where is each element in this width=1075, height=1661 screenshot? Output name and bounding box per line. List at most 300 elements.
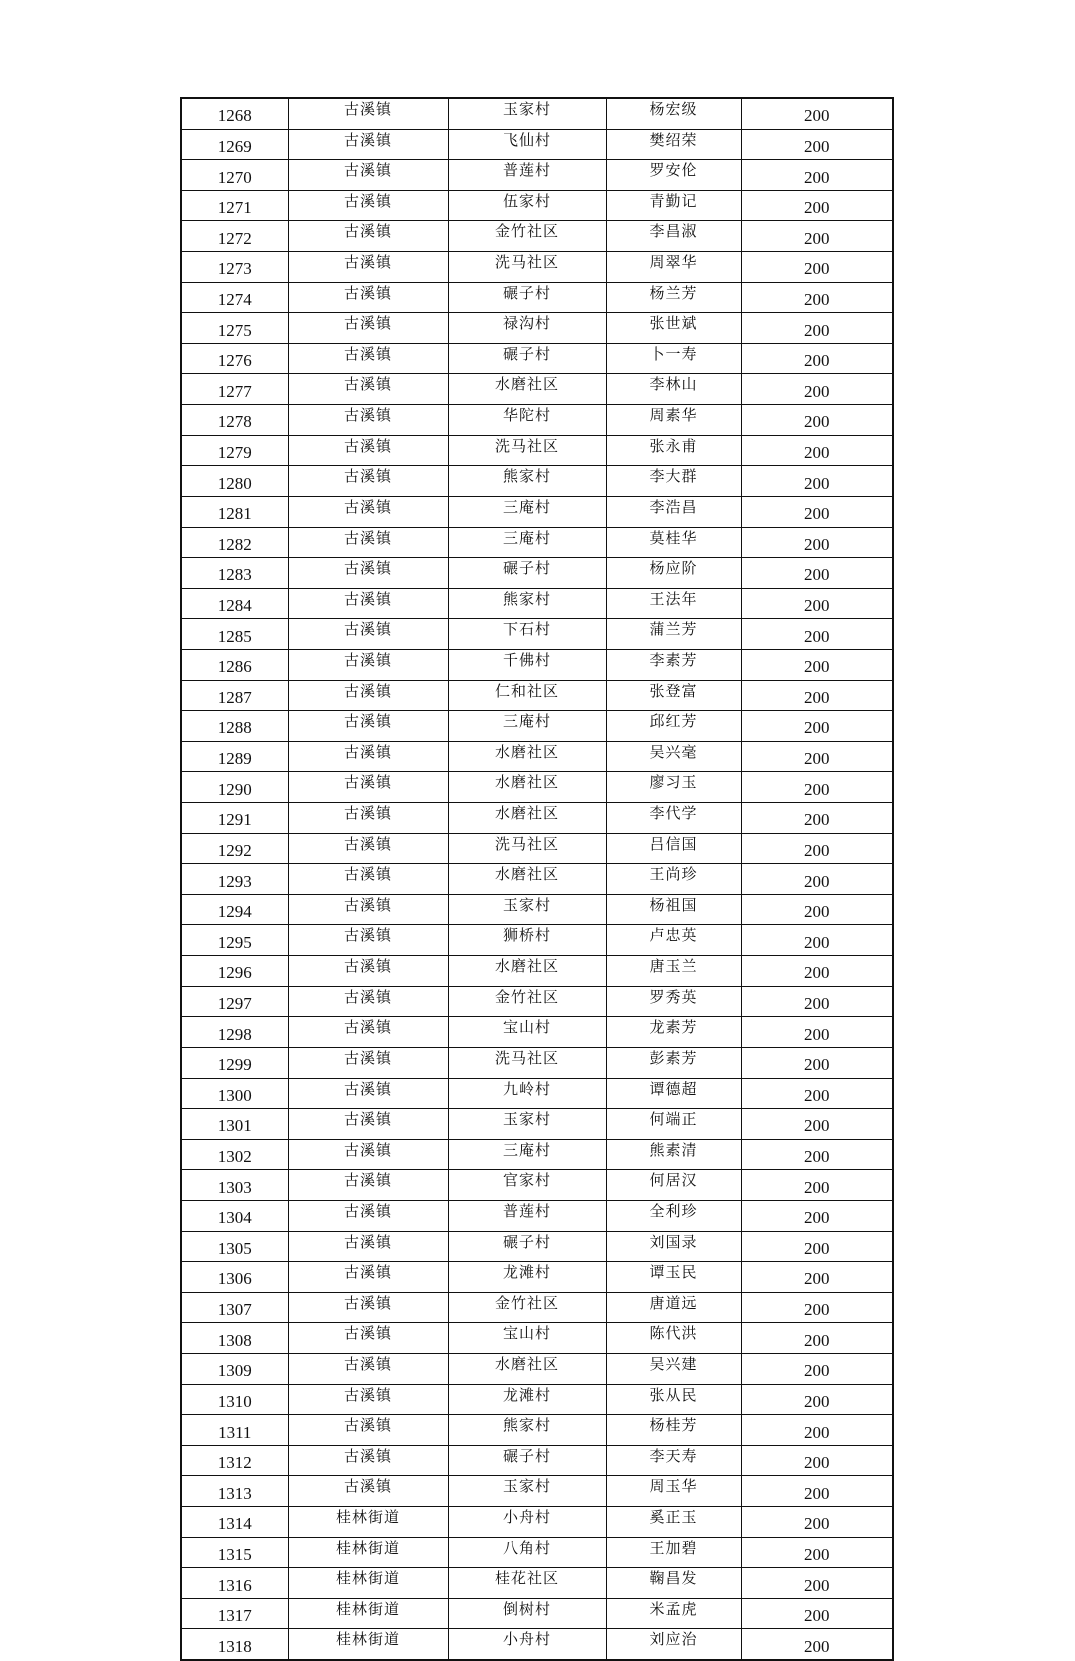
name-cell: 张从民 xyxy=(606,1384,741,1415)
row-number-cell: 1276 xyxy=(181,343,288,374)
row-number-cell: 1303 xyxy=(181,1170,288,1201)
amount-cell: 200 xyxy=(741,833,893,864)
town-cell: 古溪镇 xyxy=(288,925,448,956)
row-number-cell: 1293 xyxy=(181,864,288,895)
amount-cell: 200 xyxy=(741,435,893,466)
row-number-cell: 1268 xyxy=(181,98,288,129)
town-cell: 古溪镇 xyxy=(288,160,448,191)
row-number-cell: 1273 xyxy=(181,252,288,283)
town-cell: 古溪镇 xyxy=(288,956,448,987)
table-row xyxy=(181,1323,893,1354)
amount-cell: 200 xyxy=(741,1384,893,1415)
town-cell: 古溪镇 xyxy=(288,619,448,650)
row-number-cell: 1283 xyxy=(181,558,288,589)
table-row xyxy=(181,160,893,191)
village-cell: 三庵村 xyxy=(448,1139,606,1170)
town-cell: 古溪镇 xyxy=(288,221,448,252)
amount-cell: 200 xyxy=(741,925,893,956)
row-number-cell: 1315 xyxy=(181,1537,288,1568)
row-number-cell: 1290 xyxy=(181,772,288,803)
town-cell: 桂林街道 xyxy=(288,1507,448,1538)
village-cell: 华陀村 xyxy=(448,405,606,436)
table-row xyxy=(181,1017,893,1048)
village-cell: 水磨社区 xyxy=(448,374,606,405)
row-number-cell: 1299 xyxy=(181,1047,288,1078)
town-cell: 桂林街道 xyxy=(288,1537,448,1568)
amount-cell: 200 xyxy=(741,680,893,711)
village-cell: 熊家村 xyxy=(448,466,606,497)
village-cell: 小舟村 xyxy=(448,1507,606,1538)
name-cell: 李昌淑 xyxy=(606,221,741,252)
table-row xyxy=(181,711,893,742)
town-cell: 古溪镇 xyxy=(288,741,448,772)
table-row xyxy=(181,772,893,803)
name-cell: 莫桂华 xyxy=(606,527,741,558)
amount-cell: 200 xyxy=(741,1078,893,1109)
amount-cell: 200 xyxy=(741,1139,893,1170)
amount-cell: 200 xyxy=(741,496,893,527)
row-number-cell: 1295 xyxy=(181,925,288,956)
row-number-cell: 1286 xyxy=(181,649,288,680)
amount-cell: 200 xyxy=(741,129,893,160)
town-cell: 古溪镇 xyxy=(288,190,448,221)
village-cell: 仁和社区 xyxy=(448,680,606,711)
town-cell: 古溪镇 xyxy=(288,894,448,925)
name-cell: 蒲兰芳 xyxy=(606,619,741,650)
name-cell: 卜一寿 xyxy=(606,343,741,374)
table-row xyxy=(181,1476,893,1507)
town-cell: 古溪镇 xyxy=(288,1353,448,1384)
amount-cell: 200 xyxy=(741,1537,893,1568)
row-number-cell: 1289 xyxy=(181,741,288,772)
name-cell: 熊素清 xyxy=(606,1139,741,1170)
name-cell: 谭玉民 xyxy=(606,1262,741,1293)
name-cell: 周玉华 xyxy=(606,1476,741,1507)
name-cell: 唐玉兰 xyxy=(606,956,741,987)
table-row xyxy=(181,1445,893,1476)
name-cell: 李天寿 xyxy=(606,1445,741,1476)
name-cell: 樊绍荣 xyxy=(606,129,741,160)
town-cell: 古溪镇 xyxy=(288,558,448,589)
village-cell: 八角村 xyxy=(448,1537,606,1568)
town-cell: 古溪镇 xyxy=(288,527,448,558)
village-cell: 水磨社区 xyxy=(448,772,606,803)
village-cell: 普莲村 xyxy=(448,160,606,191)
row-number-cell: 1281 xyxy=(181,496,288,527)
table-row xyxy=(181,1568,893,1599)
town-cell: 古溪镇 xyxy=(288,98,448,129)
table-row xyxy=(181,129,893,160)
town-cell: 古溪镇 xyxy=(288,435,448,466)
row-number-cell: 1270 xyxy=(181,160,288,191)
village-cell: 水磨社区 xyxy=(448,864,606,895)
name-cell: 张世斌 xyxy=(606,313,741,344)
village-cell: 碾子村 xyxy=(448,558,606,589)
table-row xyxy=(181,1292,893,1323)
amount-cell: 200 xyxy=(741,894,893,925)
village-cell: 水磨社区 xyxy=(448,803,606,834)
town-cell: 古溪镇 xyxy=(288,1445,448,1476)
name-cell: 邱红芳 xyxy=(606,711,741,742)
row-number-cell: 1309 xyxy=(181,1353,288,1384)
row-number-cell: 1306 xyxy=(181,1262,288,1293)
table-row xyxy=(181,252,893,283)
row-number-cell: 1314 xyxy=(181,1507,288,1538)
amount-cell: 200 xyxy=(741,405,893,436)
table-row xyxy=(181,986,893,1017)
name-cell: 鞠昌发 xyxy=(606,1568,741,1599)
amount-cell: 200 xyxy=(741,772,893,803)
amount-cell: 200 xyxy=(741,343,893,374)
name-cell: 王尚珍 xyxy=(606,864,741,895)
amount-cell: 200 xyxy=(741,221,893,252)
amount-cell: 200 xyxy=(741,986,893,1017)
row-number-cell: 1274 xyxy=(181,282,288,313)
town-cell: 古溪镇 xyxy=(288,343,448,374)
name-cell: 李大群 xyxy=(606,466,741,497)
row-number-cell: 1296 xyxy=(181,956,288,987)
table-row xyxy=(181,1139,893,1170)
table-row xyxy=(181,588,893,619)
name-cell: 刘应治 xyxy=(606,1629,741,1660)
town-cell: 古溪镇 xyxy=(288,772,448,803)
town-cell: 古溪镇 xyxy=(288,252,448,283)
name-cell: 米孟虎 xyxy=(606,1598,741,1629)
table-row xyxy=(181,649,893,680)
name-cell: 罗安伦 xyxy=(606,160,741,191)
name-cell: 杨桂芳 xyxy=(606,1415,741,1446)
town-cell: 古溪镇 xyxy=(288,1415,448,1446)
village-cell: 熊家村 xyxy=(448,588,606,619)
name-cell: 李素芳 xyxy=(606,649,741,680)
name-cell: 杨兰芳 xyxy=(606,282,741,313)
village-cell: 宝山村 xyxy=(448,1017,606,1048)
village-cell: 金竹社区 xyxy=(448,986,606,1017)
town-cell: 古溪镇 xyxy=(288,1476,448,1507)
table-row xyxy=(181,864,893,895)
name-cell: 李代学 xyxy=(606,803,741,834)
name-cell: 龙素芳 xyxy=(606,1017,741,1048)
village-cell: 倒树村 xyxy=(448,1598,606,1629)
row-number-cell: 1317 xyxy=(181,1598,288,1629)
amount-cell: 200 xyxy=(741,619,893,650)
table-row xyxy=(181,680,893,711)
village-cell: 禄沟村 xyxy=(448,313,606,344)
table-row xyxy=(181,313,893,344)
name-cell: 何居汉 xyxy=(606,1170,741,1201)
town-cell: 古溪镇 xyxy=(288,282,448,313)
town-cell: 桂林街道 xyxy=(288,1598,448,1629)
town-cell: 桂林街道 xyxy=(288,1629,448,1660)
table-row xyxy=(181,1598,893,1629)
row-number-cell: 1316 xyxy=(181,1568,288,1599)
village-cell: 下石村 xyxy=(448,619,606,650)
table-row xyxy=(181,1262,893,1293)
name-cell: 廖习玉 xyxy=(606,772,741,803)
name-cell: 奚正玉 xyxy=(606,1507,741,1538)
row-number-cell: 1288 xyxy=(181,711,288,742)
row-number-cell: 1272 xyxy=(181,221,288,252)
row-number-cell: 1313 xyxy=(181,1476,288,1507)
name-cell: 李浩昌 xyxy=(606,496,741,527)
town-cell: 古溪镇 xyxy=(288,1139,448,1170)
table-row xyxy=(181,741,893,772)
name-cell: 周翠华 xyxy=(606,252,741,283)
table-row xyxy=(181,1629,893,1660)
name-cell: 张永甫 xyxy=(606,435,741,466)
amount-cell: 200 xyxy=(741,98,893,129)
town-cell: 古溪镇 xyxy=(288,986,448,1017)
town-cell: 古溪镇 xyxy=(288,803,448,834)
row-number-cell: 1275 xyxy=(181,313,288,344)
amount-cell: 200 xyxy=(741,313,893,344)
village-cell: 洗马社区 xyxy=(448,435,606,466)
row-number-cell: 1278 xyxy=(181,405,288,436)
name-cell: 周素华 xyxy=(606,405,741,436)
row-number-cell: 1300 xyxy=(181,1078,288,1109)
name-cell: 刘国录 xyxy=(606,1231,741,1262)
table-row xyxy=(181,1415,893,1446)
name-cell: 陈代洪 xyxy=(606,1323,741,1354)
town-cell: 古溪镇 xyxy=(288,1292,448,1323)
town-cell: 古溪镇 xyxy=(288,833,448,864)
row-number-cell: 1280 xyxy=(181,466,288,497)
row-number-cell: 1285 xyxy=(181,619,288,650)
town-cell: 古溪镇 xyxy=(288,405,448,436)
town-cell: 古溪镇 xyxy=(288,1384,448,1415)
row-number-cell: 1291 xyxy=(181,803,288,834)
row-number-cell: 1312 xyxy=(181,1445,288,1476)
table-row xyxy=(181,98,893,129)
table-row xyxy=(181,1384,893,1415)
name-cell: 唐道远 xyxy=(606,1292,741,1323)
table-body xyxy=(181,98,893,1660)
village-cell: 普莲村 xyxy=(448,1200,606,1231)
name-cell: 杨宏级 xyxy=(606,98,741,129)
table-row xyxy=(181,190,893,221)
village-cell: 金竹社区 xyxy=(448,1292,606,1323)
name-cell: 谭德超 xyxy=(606,1078,741,1109)
village-cell: 飞仙村 xyxy=(448,129,606,160)
name-cell: 何端正 xyxy=(606,1109,741,1140)
town-cell: 古溪镇 xyxy=(288,1170,448,1201)
table-row xyxy=(181,1200,893,1231)
village-cell: 玉家村 xyxy=(448,98,606,129)
amount-cell: 200 xyxy=(741,374,893,405)
amount-cell: 200 xyxy=(741,1292,893,1323)
town-cell: 古溪镇 xyxy=(288,374,448,405)
name-cell: 张登富 xyxy=(606,680,741,711)
table-row xyxy=(181,527,893,558)
name-cell: 吴兴建 xyxy=(606,1353,741,1384)
amount-cell: 200 xyxy=(741,1598,893,1629)
subsidy-table xyxy=(180,97,894,1661)
village-cell: 洗马社区 xyxy=(448,1047,606,1078)
village-cell: 碾子村 xyxy=(448,1231,606,1262)
amount-cell: 200 xyxy=(741,1415,893,1446)
table-row xyxy=(181,803,893,834)
amount-cell: 200 xyxy=(741,803,893,834)
amount-cell: 200 xyxy=(741,190,893,221)
name-cell: 卢忠英 xyxy=(606,925,741,956)
row-number-cell: 1284 xyxy=(181,588,288,619)
village-cell: 玉家村 xyxy=(448,894,606,925)
town-cell: 古溪镇 xyxy=(288,588,448,619)
row-number-cell: 1277 xyxy=(181,374,288,405)
village-cell: 龙滩村 xyxy=(448,1384,606,1415)
town-cell: 古溪镇 xyxy=(288,496,448,527)
row-number-cell: 1269 xyxy=(181,129,288,160)
table-row xyxy=(181,833,893,864)
town-cell: 古溪镇 xyxy=(288,680,448,711)
name-cell: 青勤记 xyxy=(606,190,741,221)
village-cell: 桂花社区 xyxy=(448,1568,606,1599)
amount-cell: 200 xyxy=(741,741,893,772)
table-row xyxy=(181,435,893,466)
town-cell: 古溪镇 xyxy=(288,1323,448,1354)
town-cell: 古溪镇 xyxy=(288,1109,448,1140)
amount-cell: 200 xyxy=(741,1476,893,1507)
village-cell: 洗马社区 xyxy=(448,252,606,283)
name-cell: 杨祖国 xyxy=(606,894,741,925)
table-row xyxy=(181,1507,893,1538)
amount-cell: 200 xyxy=(741,252,893,283)
amount-cell: 200 xyxy=(741,1047,893,1078)
town-cell: 桂林街道 xyxy=(288,1568,448,1599)
village-cell: 玉家村 xyxy=(448,1476,606,1507)
village-cell: 水磨社区 xyxy=(448,741,606,772)
row-number-cell: 1279 xyxy=(181,435,288,466)
amount-cell: 200 xyxy=(741,1200,893,1231)
amount-cell: 200 xyxy=(741,1262,893,1293)
town-cell: 古溪镇 xyxy=(288,711,448,742)
table-row xyxy=(181,1109,893,1140)
table-row xyxy=(181,374,893,405)
table-row xyxy=(181,1353,893,1384)
village-cell: 玉家村 xyxy=(448,1109,606,1140)
village-cell: 熊家村 xyxy=(448,1415,606,1446)
row-number-cell: 1297 xyxy=(181,986,288,1017)
name-cell: 杨应阶 xyxy=(606,558,741,589)
row-number-cell: 1304 xyxy=(181,1200,288,1231)
town-cell: 古溪镇 xyxy=(288,864,448,895)
amount-cell: 200 xyxy=(741,649,893,680)
row-number-cell: 1318 xyxy=(181,1629,288,1660)
table-row xyxy=(181,1537,893,1568)
town-cell: 古溪镇 xyxy=(288,1200,448,1231)
village-cell: 三庵村 xyxy=(448,711,606,742)
name-cell: 王加碧 xyxy=(606,1537,741,1568)
town-cell: 古溪镇 xyxy=(288,1047,448,1078)
name-cell: 王法年 xyxy=(606,588,741,619)
village-cell: 狮桥村 xyxy=(448,925,606,956)
amount-cell: 200 xyxy=(741,588,893,619)
table-row xyxy=(181,1078,893,1109)
amount-cell: 200 xyxy=(741,956,893,987)
village-cell: 九岭村 xyxy=(448,1078,606,1109)
row-number-cell: 1294 xyxy=(181,894,288,925)
amount-cell: 200 xyxy=(741,1445,893,1476)
row-number-cell: 1308 xyxy=(181,1323,288,1354)
village-cell: 洗马社区 xyxy=(448,833,606,864)
name-cell: 吴兴毫 xyxy=(606,741,741,772)
row-number-cell: 1301 xyxy=(181,1109,288,1140)
row-number-cell: 1307 xyxy=(181,1292,288,1323)
row-number-cell: 1292 xyxy=(181,833,288,864)
village-cell: 官家村 xyxy=(448,1170,606,1201)
village-cell: 千佛村 xyxy=(448,649,606,680)
row-number-cell: 1282 xyxy=(181,527,288,558)
town-cell: 古溪镇 xyxy=(288,313,448,344)
town-cell: 古溪镇 xyxy=(288,1078,448,1109)
village-cell: 龙滩村 xyxy=(448,1262,606,1293)
amount-cell: 200 xyxy=(741,1231,893,1262)
town-cell: 古溪镇 xyxy=(288,1231,448,1262)
amount-cell: 200 xyxy=(741,1109,893,1140)
village-cell: 碾子村 xyxy=(448,282,606,313)
amount-cell: 200 xyxy=(741,527,893,558)
name-cell: 李林山 xyxy=(606,374,741,405)
name-cell: 罗秀英 xyxy=(606,986,741,1017)
town-cell: 古溪镇 xyxy=(288,1262,448,1293)
village-cell: 小舟村 xyxy=(448,1629,606,1660)
table-row xyxy=(181,405,893,436)
village-cell: 金竹社区 xyxy=(448,221,606,252)
town-cell: 古溪镇 xyxy=(288,129,448,160)
table-row xyxy=(181,343,893,374)
table-row xyxy=(181,925,893,956)
table-row xyxy=(181,221,893,252)
row-number-cell: 1298 xyxy=(181,1017,288,1048)
village-cell: 伍家村 xyxy=(448,190,606,221)
amount-cell: 200 xyxy=(741,1323,893,1354)
table-row xyxy=(181,894,893,925)
village-cell: 碾子村 xyxy=(448,1445,606,1476)
amount-cell: 200 xyxy=(741,1507,893,1538)
town-cell: 古溪镇 xyxy=(288,649,448,680)
village-cell: 水磨社区 xyxy=(448,1353,606,1384)
row-number-cell: 1311 xyxy=(181,1415,288,1446)
table-row xyxy=(181,496,893,527)
row-number-cell: 1302 xyxy=(181,1139,288,1170)
table-row xyxy=(181,282,893,313)
village-cell: 碾子村 xyxy=(448,343,606,374)
amount-cell: 200 xyxy=(741,1568,893,1599)
row-number-cell: 1305 xyxy=(181,1231,288,1262)
town-cell: 古溪镇 xyxy=(288,466,448,497)
table-row xyxy=(181,956,893,987)
table-row xyxy=(181,1170,893,1201)
amount-cell: 200 xyxy=(741,1353,893,1384)
amount-cell: 200 xyxy=(741,160,893,191)
village-cell: 三庵村 xyxy=(448,527,606,558)
village-cell: 三庵村 xyxy=(448,496,606,527)
amount-cell: 200 xyxy=(741,1017,893,1048)
table-row xyxy=(181,1047,893,1078)
row-number-cell: 1310 xyxy=(181,1384,288,1415)
table-row xyxy=(181,619,893,650)
amount-cell: 200 xyxy=(741,711,893,742)
amount-cell: 200 xyxy=(741,1629,893,1660)
amount-cell: 200 xyxy=(741,1170,893,1201)
amount-cell: 200 xyxy=(741,558,893,589)
amount-cell: 200 xyxy=(741,466,893,497)
table-row xyxy=(181,1231,893,1262)
table-row xyxy=(181,558,893,589)
town-cell: 古溪镇 xyxy=(288,1017,448,1048)
name-cell: 彭素芳 xyxy=(606,1047,741,1078)
table-row xyxy=(181,466,893,497)
